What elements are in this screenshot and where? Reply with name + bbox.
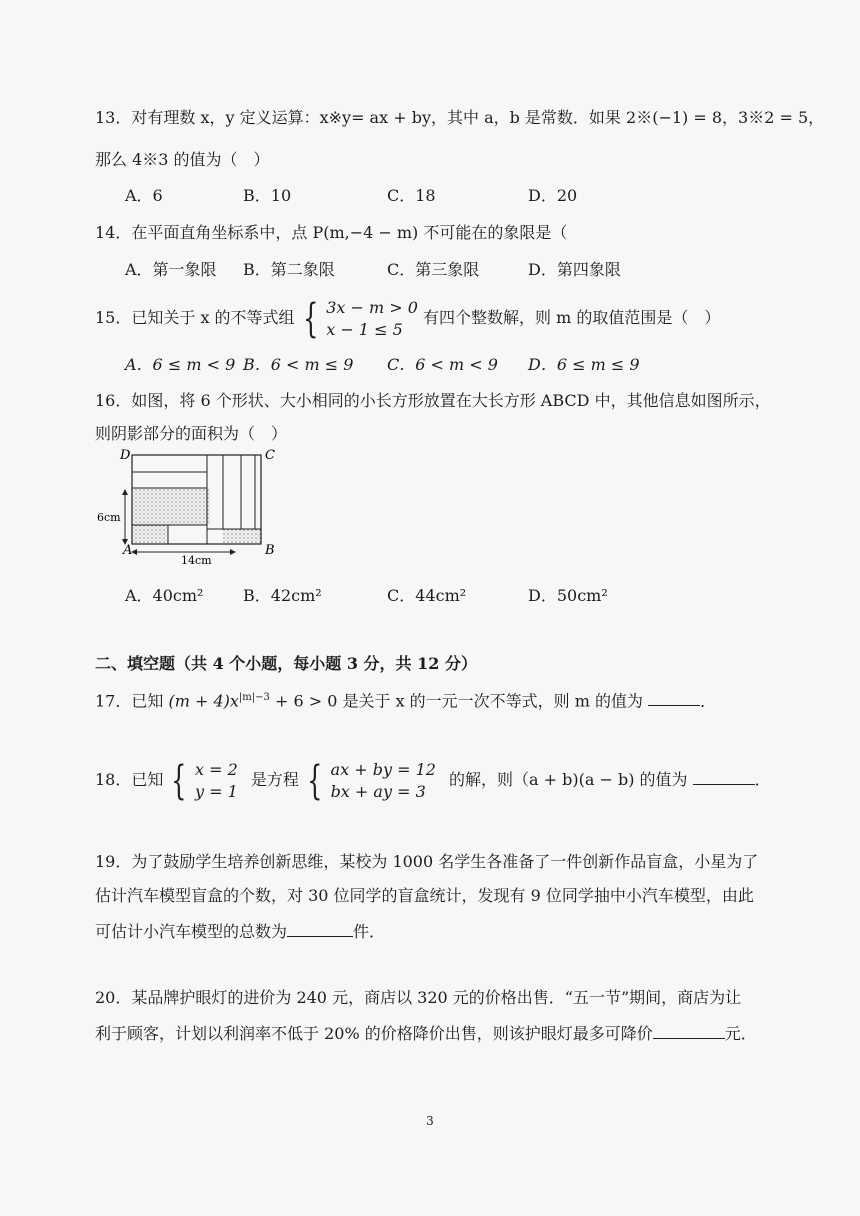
q17-line [95, 688, 716, 711]
q20-line2-text: 利于顾客，计划以利润率不低于 20% 的价格降价出售，则该护眼灯最多可降价 [95, 1024, 653, 1043]
label-b: B [265, 543, 275, 558]
shaded-region-left [132, 488, 210, 525]
label-14cm: 14cm [181, 554, 212, 567]
page-number: 3 [426, 1114, 434, 1128]
q16-option-c: C．44cm² [387, 586, 467, 605]
q15-prefix: 15．已知关于 x 的不等式组 [95, 308, 295, 327]
q17-answer-blank[interactable] [648, 689, 700, 706]
q18-solution [195, 759, 238, 803]
q15-brace: { [302, 295, 319, 342]
q18-answer-blank[interactable] [693, 768, 755, 785]
q19-end: 件． [353, 922, 386, 941]
q15-option-c: C．6 < m < 9 [387, 355, 498, 374]
shaded-region-bottom-right [223, 529, 261, 544]
q19-line3-text: 可估计小汽车模型的总数为 [95, 922, 288, 941]
q16-figure [95, 445, 295, 570]
q14-option-c: C．第三象限 [387, 260, 480, 279]
q15-line [95, 296, 720, 341]
q19-answer-blank[interactable] [287, 920, 353, 937]
q16-option-a: A．40cm² [125, 586, 204, 605]
q16-line1: 16．如图，将 6 个形状、大小相同的小长方形放置在大长方形 ABCD 中，其他信息如图所示， [95, 391, 771, 410]
q17-prefix: 17．已知 [95, 691, 164, 711]
q13-option-c: C．18 [387, 186, 436, 205]
q13-option-d: D．20 [528, 186, 578, 205]
q15-option-b: B．6 < m ≤ 9 [243, 355, 354, 374]
q15-system [326, 297, 418, 341]
arrow-right-icon [230, 549, 236, 555]
q13-line1: 13．对有理数 x，y 定义运算：x※y= ax + by，其中 a，b 是常数．如果 2※(−1) = 8，3※2 = 5， [95, 108, 825, 127]
q14-option-a: A．第一象限 [125, 260, 217, 279]
q19-line3 [95, 920, 385, 942]
section2-title: 二、填空题（共 4 个小题，每小题 3 分，共 12 分） [95, 654, 477, 673]
q20-answer-blank[interactable] [653, 1022, 725, 1039]
q15-sys2: x − 1 ≤ 5 [326, 319, 403, 339]
label-d: D [120, 448, 131, 463]
q20-line1: 20．某品牌护眼灯的进价为 240 元，商店以 320 元的价格出售．“五一节”期间，商店为让 [95, 988, 742, 1007]
q16-line2: 则阴影部分的面积为（ ） [95, 424, 288, 443]
q18-line [95, 756, 771, 804]
q19-line1: 19．为了鼓励学生培养创新思维，某校为 1000 名学生各准备了一件创新作品盲盒，小星为了 [95, 852, 759, 871]
q16-option-d: D．50cm² [528, 586, 608, 605]
q18-brace-2: { [307, 757, 323, 804]
q14-option-b: B．第二象限 [243, 260, 335, 279]
q13-option-b: B．10 [243, 186, 292, 205]
q15-suffix: 有四个整数解，则 m 的取值范围是（ ） [423, 308, 721, 327]
q15-option-a: A．6 ≤ m < 9 [125, 355, 236, 374]
q17-expr-base: (m + 4)x [168, 691, 239, 711]
q16-option-b: B．42cm² [243, 586, 322, 605]
q17-expr-rest: + 6 > 0 是关于 x 的一元一次不等式，则 m 的值为 [269, 691, 644, 711]
q18-eq1: ax + by = 12 [330, 759, 436, 779]
label-c: C [265, 448, 275, 463]
q18-sol1: x = 2 [195, 759, 238, 779]
q13-option-a: A．6 [125, 186, 163, 205]
q13-line2: 那么 4※3 的值为（ ） [95, 150, 270, 169]
q18-sol2: y = 1 [195, 781, 238, 801]
q18-end: ． [754, 770, 771, 789]
q14-line1: 14．在平面直角坐标系中，点 P(m,−4 − m) 不可能在的象限是（ [95, 223, 568, 242]
arrow-up-icon [122, 489, 128, 495]
q18-prefix: 18．已知 [95, 770, 164, 789]
q18-equations [331, 759, 436, 803]
q15-sys1: 3x − m > 0 [326, 297, 418, 317]
q20-line2 [95, 1022, 757, 1044]
q15-option-d: D．6 ≤ m ≤ 9 [528, 355, 640, 374]
q19-line2: 估计汽车模型盲盒的个数，对 30 位同学的盲盒统计，发现有 9 位同学抽中小汽车模型，由此 [95, 886, 754, 905]
q17-exponent: |m|−3 [238, 692, 270, 703]
q20-end: 元． [724, 1024, 757, 1043]
shaded-region-bottom-left [132, 525, 168, 544]
q17-end: ． [700, 691, 717, 711]
q18-brace-1: { [171, 757, 187, 804]
q18-mid: 是方程 [250, 770, 299, 789]
label-a: A [123, 543, 133, 558]
q14-option-d: D．第四象限 [528, 260, 621, 279]
label-6cm: 6cm [97, 511, 121, 524]
q18-eq2: bx + ay = 3 [330, 781, 426, 801]
q18-suffix: 的解，则（a + b)(a − b) 的值为 [449, 770, 688, 789]
